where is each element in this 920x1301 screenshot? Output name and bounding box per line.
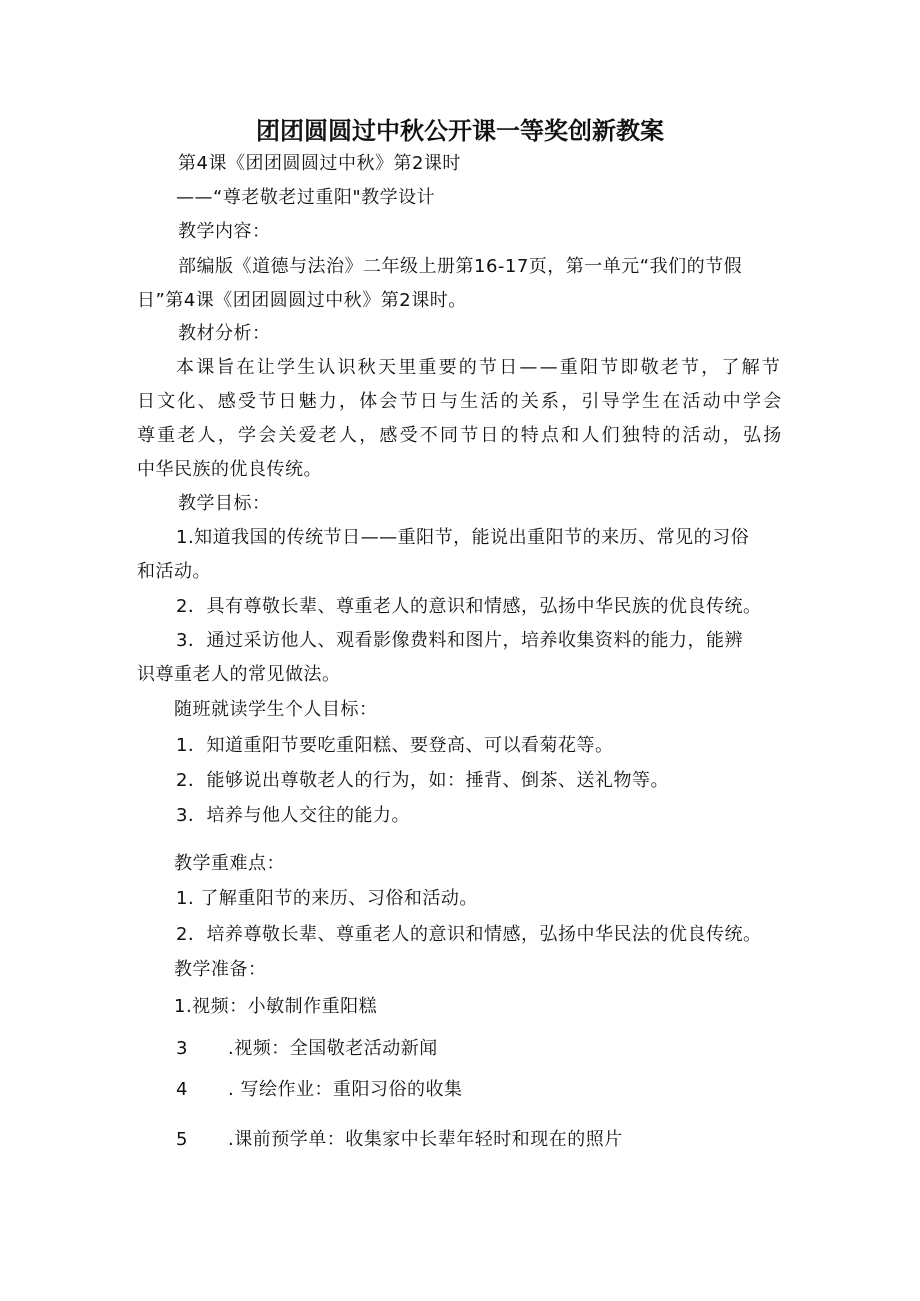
goal-2: 2．具有尊敬长辈、尊重老人的意识和情感，弘扬中华民族的优良传统。 bbox=[176, 596, 762, 617]
content-heading: 教学内容： bbox=[178, 221, 271, 242]
prep-item-3-text: .视频：全国敬老活动新闻 bbox=[228, 1038, 438, 1059]
goal-1-line-1: 1.知道我国的传统节日——重阳节，能说出重阳节的来历、常见的习俗 bbox=[176, 527, 750, 548]
difficulty-1: 1. 了解重阳节的来历、习俗和活动。 bbox=[176, 888, 478, 909]
prep-item-4-text: . 写绘作业：重阳习俗的收集 bbox=[228, 1079, 463, 1100]
analysis-line-3: 尊重老人，学会关爱老人，感受不同节日的特点和人们独特的活动，弘扬 bbox=[137, 425, 784, 446]
personal-heading: 随班就读学生个人目标： bbox=[174, 699, 378, 720]
subtitle-line: ——“尊老敬老过重阳"教学设计 bbox=[176, 187, 436, 208]
prep-item-4-number: 4 bbox=[176, 1079, 188, 1100]
personal-goal-3: 3．培养与他人交往的能力。 bbox=[176, 805, 410, 826]
prep-heading: 教学准备： bbox=[174, 959, 267, 980]
goal-3-line-2: 识尊重老人的常见做法。 bbox=[137, 664, 341, 685]
analysis-heading: 教材分析： bbox=[178, 323, 271, 344]
goals-heading: 教学目标： bbox=[178, 493, 271, 514]
goal-3-line-1: 3．通过采访他人、观看影像费料和图片，培养收集资料的能力，能辨 bbox=[176, 630, 743, 651]
prep-item-5-text: .课前预学单：收集家中长辈年轻时和现在的照片 bbox=[228, 1129, 623, 1150]
personal-goal-1: 1．知道重阳节要吃重阳糕、要登高、可以看菊花等。 bbox=[176, 735, 614, 756]
document-title: 团团圆圆过中秋公开课一等奖创新教案 bbox=[256, 117, 664, 145]
analysis-line-2: 日文化、感受节日魅力，体会节日与生活的关系，引导学生在活动中学会 bbox=[137, 391, 784, 412]
personal-goal-2: 2．能够说出尊敬老人的行为，如：捶背、倒茶、送礼物等。 bbox=[176, 770, 669, 791]
difficulty-heading: 教学重难点： bbox=[174, 853, 285, 874]
content-line-2: 日”第4课《团团圆圆过中秋》第2课时。 bbox=[137, 290, 467, 311]
prep-item-1: 1.视频：小敏制作重阳糕 bbox=[174, 996, 378, 1017]
prep-item-3-number: 3 bbox=[176, 1038, 188, 1059]
content-line-1: 部编版《道德与法治》二年级上册第16-17页，第一单元“我们的节假 bbox=[178, 256, 743, 277]
lesson-line: 第4课《团团圆圆过中秋》第2课时 bbox=[178, 153, 461, 174]
goal-1-line-2: 和活动。 bbox=[137, 561, 211, 582]
analysis-line-1: 本课旨在让学生认识秋天里重要的节日——重阳节即敬老节，了解节 bbox=[176, 357, 782, 378]
analysis-line-4: 中华民族的优良传统。 bbox=[137, 459, 322, 480]
prep-item-5-number: 5 bbox=[176, 1129, 188, 1150]
difficulty-2: 2．培养尊敬长辈、尊重老人的意识和情感，弘扬中华民法的优良传统。 bbox=[176, 924, 762, 945]
